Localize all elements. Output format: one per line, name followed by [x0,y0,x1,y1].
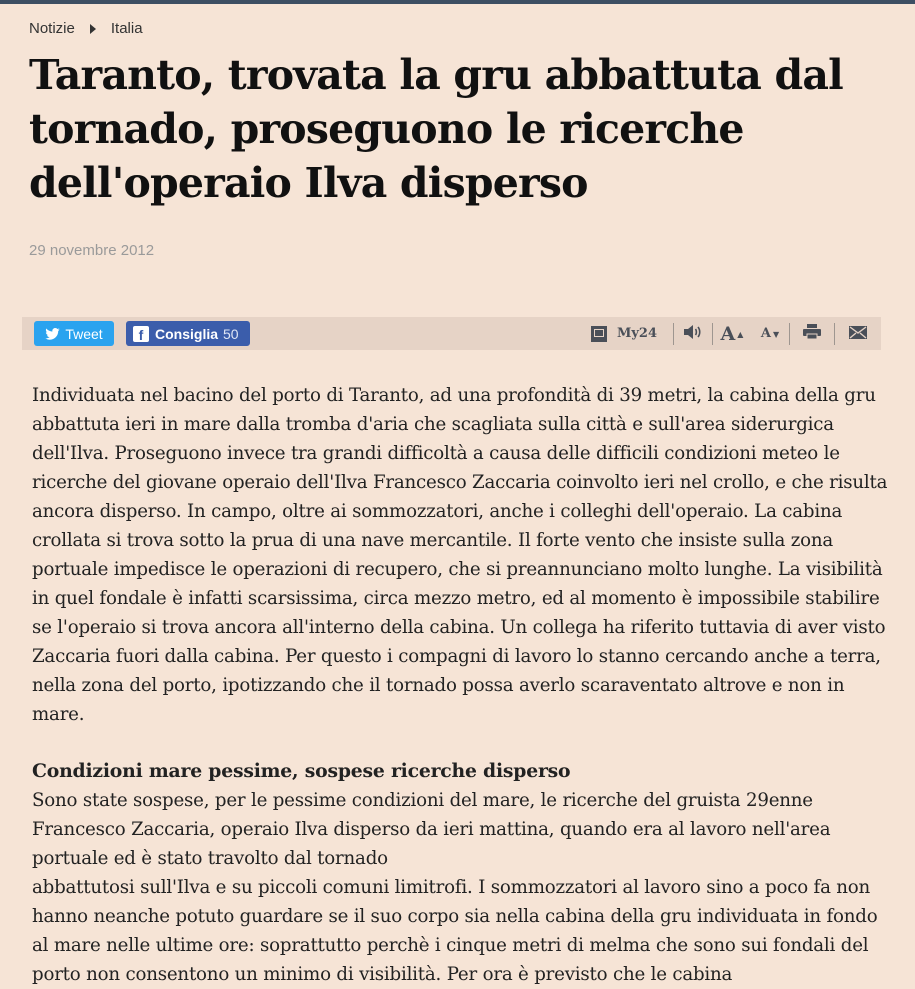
print-button[interactable] [790,317,834,350]
facebook-count: 50 [223,325,239,342]
breadcrumb-arrow-icon [90,24,96,34]
my24-icon [591,326,607,342]
article-paragraph: abbattutosi sull'Ilva e su piccoli comuni limitrofi. I sommozzatori al lavoro sino a poco fa non hanno neanche potuto guardare se il suo corpo sia nella cabina della gru individuata in fondo al mare nelle ultime ore: soprattutto perchè i cinque metri di melma che sono sui fondali del porto non consentono un minimo di visibilità. Per ora è previsto che le cabina [32,877,878,985]
mail-icon [849,324,867,343]
tweet-label: Tweet [65,325,103,342]
font-decrease-button[interactable] [751,317,789,350]
caret-up-icon: ▲ [737,328,744,339]
breadcrumb-item-notizie[interactable]: Notizie [29,20,75,37]
article-body [32,381,892,989]
article-paragraph: Individuata nel bacino del porto di Taranto, ad una profondità di 39 metri, la cabina della gru abbattuta ieri in mare dalla tromba d'aria che scagliata sulla città e sull'area siderurgica dell'Ilva. Proseguono invece tra grandi difficoltà a causa delle difficili condizioni meteo le ricerche del giovane operaio dell'Ilva Francesco Zaccaria coinvolto ieri nel crollo, e che risulta ancora disperso. In campo, oltre ai sommozzatori, anche i colleghi dell'operaio. La cabina crollata si trova sotto la prua di una nave mercantile. Il forte vento che insiste sulla zona portuale impedisce le operazioni di recupero, che si preannunciano molto lunghe. La visibilità in quel fondale è infatti scarsissima, circa mezzo metro, ed al momento è impossibile stabilire se l'operaio si trova ancora all'interno della cabina. Un collega ha riferito tuttavia di aver visto Zaccaria fuori dalla cabina. Per questo i compagni di lavoro lo stanno cercando anche a terra, nella zona del porto, ipotizzando che il tornado possa averlo scaraventato altrove e non in mare. [32,385,888,725]
font-increase-button[interactable] [713,317,751,350]
page-title: Taranto, trovata la gru abbattuta dal tornado, proseguono le ricerche dell'operaio Ilva disperso [29,51,843,207]
facebook-label: Consiglia [155,325,219,342]
font-increase-icon: A [720,322,736,345]
listen-button[interactable] [674,317,712,350]
speaker-icon [684,324,702,344]
publish-date: 29 novembre 2012 [29,242,155,259]
breadcrumb-item-italia[interactable]: Italia [110,20,143,37]
print-icon [803,324,821,343]
caret-down-icon: ▼ [772,328,780,339]
article-subheading: Condizioni mare pessime, sospese ricerche disperso [32,760,571,782]
font-decrease-icon: A [760,326,771,341]
breadcrumb [29,20,143,37]
facebook-icon: f [133,326,149,342]
top-border [0,0,915,4]
article-paragraph: Sono state sospese, per le pessime condizioni del mare, le ricerche del gruista 29enne Francesco Zaccaria, operaio Ilva disperso da ieri mattina, quando era al lavoro nell'area portuale ed è stato travolto dal tornado [32,790,831,869]
facebook-recommend-button[interactable] [126,321,250,346]
article-tools [591,317,881,350]
share-toolbar [22,317,881,350]
email-button[interactable] [835,317,881,350]
twitter-bird-icon [45,328,60,340]
my24-label: My24 [616,326,657,341]
my24-button[interactable] [591,317,673,350]
tweet-button[interactable] [34,321,114,346]
